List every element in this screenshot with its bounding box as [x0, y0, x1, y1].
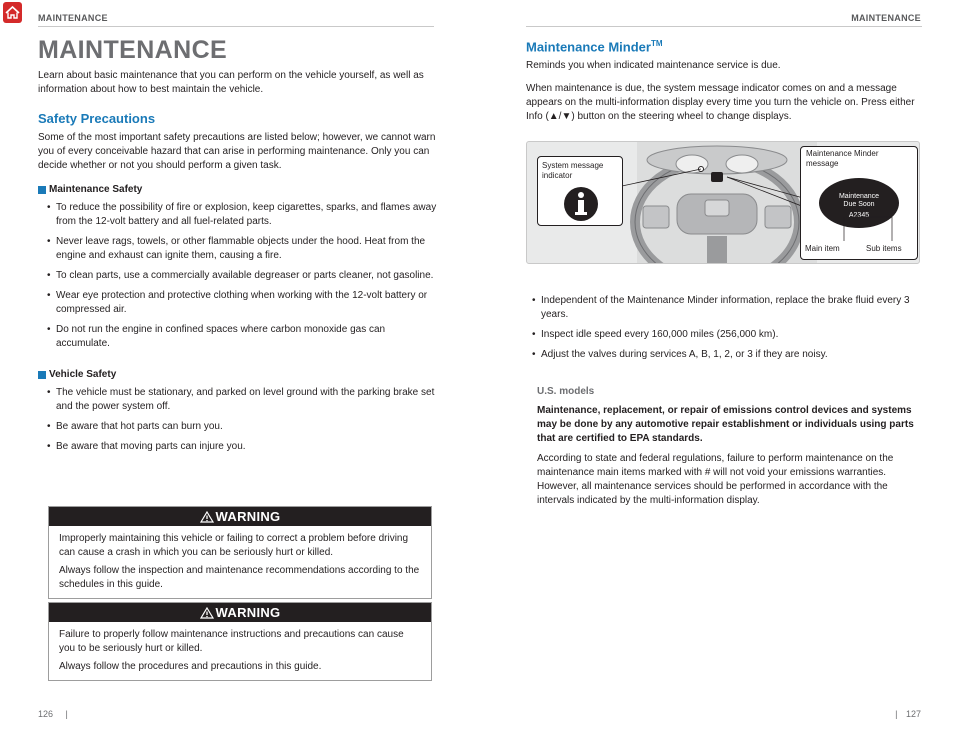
list-item: • Independent of the Maintenance Minder information, replace the brake fluid every 3 years.: [530, 294, 924, 322]
list-item: • To clean parts, use a commercially available degreaser or parts cleaner, not gasoline.: [45, 269, 437, 283]
page-number-divider: |: [65, 709, 68, 719]
intro-paragraph: Learn about basic maintenance that you can perform on the vehicle yourself, as well as information about how to best maintain the vehicle.: [38, 70, 424, 95]
dashboard-illustration: [526, 141, 920, 264]
list-item: • Adjust the valves during services A, B, 1, 2, or 3 if they are noisy.: [530, 348, 924, 362]
maintenance-notes-list: [530, 294, 924, 368]
maintenance-safety-label: Maintenance Safety: [49, 184, 143, 195]
maintenance-safety-list: [45, 201, 437, 357]
list-item: • Never leave rags, towels, or other flammable objects under the hood. Heat from the engine and exhaust can ignite them, causing a fire.: [45, 235, 437, 263]
minder-instructions: When maintenance is due, the system message indicator comes on and a message appears on the multi-information display every time you turn the vehicle on. Press either Info (▲/▼) button on the steering wheel to change displays.: [526, 83, 915, 122]
indicator-label: System message indicator: [542, 161, 612, 181]
emissions-warranty-text: According to state and federal regulations, failure to perform maintenance on the maintenance main items marked with # will not void your emissions warranties. However, all maintenance services should be performed in accordance with the intervals indicated by the multi-information display.: [537, 453, 894, 506]
list-item: • To reduce the possibility of fire or explosion, keep cigarettes, sparks, and flames away from the 12-volt battery and all fuel-related parts.: [45, 201, 437, 229]
warning-box: [48, 602, 432, 681]
warning-text: Improperly maintaining this vehicle or failing to correct a problem before driving can cause a crash in which you can be seriously hurt or killed.: [59, 533, 409, 558]
list-item: • Inspect idle speed every 160,000 miles (256,000 km).: [530, 328, 924, 342]
display-line: Due Soon: [843, 201, 875, 208]
main-item-label: Main item: [805, 244, 840, 253]
us-models-label: U.S. models: [537, 386, 595, 397]
vehicle-safety-list: [45, 386, 437, 460]
header-rule: [38, 26, 434, 27]
page-number-divider: |: [895, 709, 898, 719]
heading-text: Maintenance Minder: [526, 39, 651, 55]
list-item: • Be aware that moving parts can injure you.: [45, 440, 437, 454]
right-page: [480, 0, 960, 738]
page-number-value: 126: [38, 709, 54, 719]
page-number-value: 127: [905, 709, 921, 719]
list-item: • Do not run the engine in confined spaces where carbon monoxide gas can accumulate.: [45, 323, 437, 351]
warning-text: Always follow the inspection and maintenance recommendations according to the schedules in this guide.: [59, 565, 420, 590]
warning-label: WARNING: [215, 509, 281, 524]
warning-label: WARNING: [215, 605, 281, 620]
display-line: Maintenance: [838, 193, 880, 200]
minder-description: Reminds you when indicated maintenance service is due.: [526, 60, 781, 71]
warning-text: Failure to properly follow maintenance instructions and precautions can cause you to be seriously hurt or killed.: [59, 629, 404, 654]
warning-header: [49, 603, 431, 622]
header-rule: [526, 26, 922, 27]
vehicle-safety-label: Vehicle Safety: [49, 369, 117, 380]
trademark-mark: TM: [650, 39, 663, 48]
vehicle-safety-heading: [38, 369, 116, 380]
emissions-notice: Maintenance, replacement, or repair of emissions control devices and systems may be done by any automotive repair establishment or individuals using parts that are certified to EPA standards.: [537, 405, 914, 444]
list-item: • Be aware that hot parts can burn you.: [45, 420, 437, 434]
callout-leaders: [527, 142, 920, 264]
safety-precautions-heading: Safety Precautions: [38, 111, 156, 126]
display-code: A2345: [848, 212, 870, 219]
minder-label: Maintenance Minder message: [806, 149, 906, 169]
running-head: MAINTENANCE: [851, 13, 921, 23]
warning-triangle-icon: [200, 511, 214, 523]
warning-header: [49, 507, 431, 526]
list-item: • Wear eye protection and protective clothing when working with the 12-volt battery or compressed air.: [45, 289, 437, 317]
safety-precautions-text: Some of the most important safety precautions are listed below; however, we cannot warn you of every conceivable hazard that can arise in performing maintenance. Only you can decide whether or not you should perform a given task.: [38, 132, 436, 171]
section-marker-icon: [38, 371, 46, 379]
maintenance-minder-heading: [526, 39, 663, 54]
list-item: • The vehicle must be stationary, and parked on level ground with the parking brake set and the power system off.: [45, 386, 437, 414]
running-head: MAINTENANCE: [38, 13, 108, 23]
page-number: [895, 709, 921, 719]
warning-box: [48, 506, 432, 599]
page-title: MAINTENANCE: [38, 36, 228, 64]
maintenance-safety-heading: [38, 184, 142, 195]
section-marker-icon: [38, 186, 46, 194]
page-number: [38, 709, 68, 719]
warning-triangle-icon: [200, 607, 214, 619]
sub-items-label: Sub items: [866, 244, 902, 253]
warning-text: Always follow the procedures and precautions in this guide.: [59, 661, 322, 672]
